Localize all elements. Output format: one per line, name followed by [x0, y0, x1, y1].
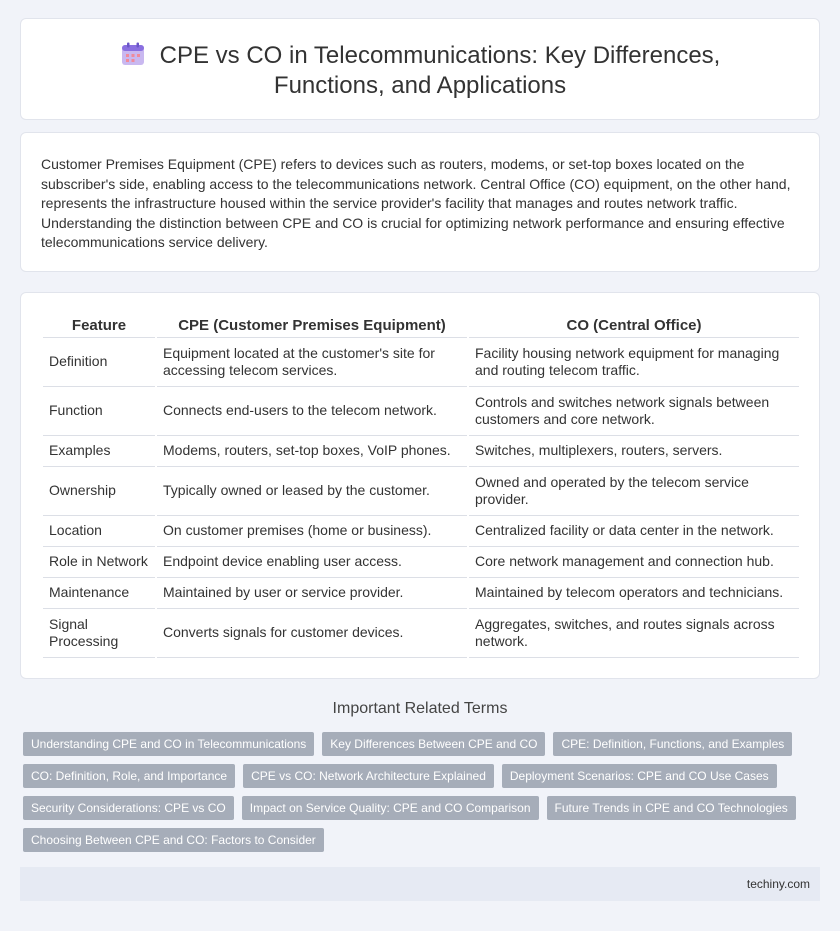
table-row — [43, 547, 799, 578]
row-cpe: Modems, routers, set-top boxes, VoIP phones. — [156, 436, 468, 467]
row-cpe: Typically owned or leased by the customer. — [156, 467, 468, 516]
page-title-wrap — [61, 41, 779, 101]
table-row — [43, 609, 799, 658]
row-feature: Definition — [43, 338, 156, 387]
row-cpe: Maintained by user or service provider. — [156, 578, 468, 609]
header-cpe: CPE (Customer Premises Equipment) — [156, 315, 468, 338]
page-title — [61, 41, 779, 101]
comparison-table — [43, 315, 799, 658]
row-cpe: Equipment located at the customer's site for accessing telecom services. — [156, 338, 468, 387]
row-feature: Function — [43, 387, 156, 436]
footer-site-link[interactable]: techiny.com — [746, 877, 810, 891]
related-term-tag[interactable]: Choosing Between CPE and CO: Factors to Consider — [23, 828, 324, 852]
row-co: Centralized facility or data center in the network. — [468, 516, 799, 547]
row-co: Aggregates, switches, and routes signals across network. — [468, 609, 799, 658]
intro-card — [20, 132, 820, 272]
row-feature: Location — [43, 516, 156, 547]
related-terms-heading: Important Related Terms — [332, 700, 508, 717]
related-term-tag[interactable]: CO: Definition, Role, and Importance — [23, 764, 235, 788]
related-term-tag[interactable]: Future Trends in CPE and CO Technologies — [547, 796, 796, 820]
related-term-tag[interactable]: Security Considerations: CPE vs CO — [23, 796, 234, 820]
row-co: Facility housing network equipment for managing and routing telecom traffic. — [468, 338, 799, 387]
related-term-tag[interactable]: CPE vs CO: Network Architecture Explained — [243, 764, 494, 788]
table-row — [43, 578, 799, 609]
intro-paragraph: Customer Premises Equipment (CPE) refers to devices such as routers, modems, or set-top boxes located on the subscriber's side, enabling access to the telecommunications network. Central Office (CO) equipment, on the other hand, represents the infrastructure housed within the service provider's facility that manages and routes network traffic. Understanding the distinction between CPE and CO is crucial for optimizing network performance and ensuring effective telecommunications service delivery. — [41, 156, 791, 251]
row-feature: Signal Processing — [43, 609, 156, 658]
title-card — [20, 18, 820, 120]
row-co: Owned and operated by the telecom service provider. — [468, 467, 799, 516]
row-feature: Ownership — [43, 467, 156, 516]
table-row — [43, 338, 799, 387]
page-title-text: CPE vs CO in Telecommunications: Key Differences, Functions, and Applications — [159, 42, 721, 99]
table-header-row — [43, 315, 799, 338]
footer — [20, 867, 820, 901]
row-cpe: Endpoint device enabling user access. — [156, 547, 468, 578]
row-co: Core network management and connection hub. — [468, 547, 799, 578]
row-feature: Role in Network — [43, 547, 156, 578]
comparison-table-card — [20, 292, 820, 679]
table-row — [43, 516, 799, 547]
row-cpe: On customer premises (home or business). — [156, 516, 468, 547]
related-term-tag[interactable]: Key Differences Between CPE and CO — [322, 732, 545, 756]
row-cpe: Connects end-users to the telecom network. — [156, 387, 468, 436]
header-feature: Feature — [43, 315, 156, 338]
calendar-icon — [120, 41, 146, 67]
table-row — [43, 436, 799, 467]
row-cpe: Converts signals for customer devices. — [156, 609, 468, 658]
related-term-tag[interactable]: Deployment Scenarios: CPE and CO Use Cases — [502, 764, 777, 788]
related-term-tag[interactable]: Impact on Service Quality: CPE and CO Comparison — [242, 796, 539, 820]
related-terms-list — [23, 732, 823, 860]
table-row — [43, 467, 799, 516]
header-co: CO (Central Office) — [468, 315, 799, 338]
related-term-tag[interactable]: Understanding CPE and CO in Telecommunications — [23, 732, 314, 756]
row-co: Controls and switches network signals between customers and core network. — [468, 387, 799, 436]
table-row — [43, 387, 799, 436]
related-term-tag[interactable]: CPE: Definition, Functions, and Examples — [553, 732, 792, 756]
row-co: Maintained by telecom operators and technicians. — [468, 578, 799, 609]
row-feature: Maintenance — [43, 578, 156, 609]
row-co: Switches, multiplexers, routers, servers. — [468, 436, 799, 467]
row-feature: Examples — [43, 436, 156, 467]
